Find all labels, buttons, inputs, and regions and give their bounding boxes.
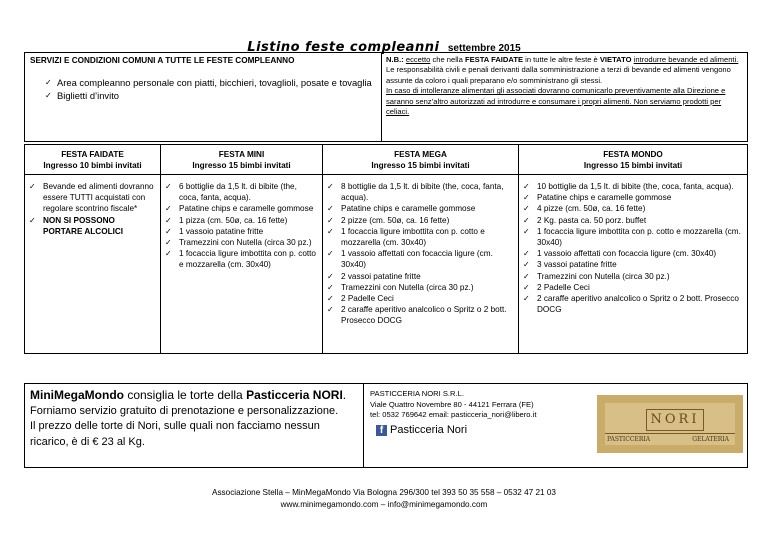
note-text: FESTA FAIDATE bbox=[464, 55, 524, 64]
shop-address: Viale Quattro Novembre 80 - 44121 Ferrara (FE) bbox=[370, 399, 534, 409]
note-paragraph-1 bbox=[386, 55, 743, 65]
party-item: ✓ Patatine chips e caramelle gommose bbox=[165, 203, 318, 214]
note-paragraph-2: Le responsabilità civili e penali derivanti dalla somministrazione a terzi di bevande ed alimenti vengono assunte da coloro i quali preparano e/o somministrano gli stessi. bbox=[386, 65, 731, 85]
facebook-link[interactable] bbox=[376, 424, 467, 436]
logo-word: NORI bbox=[646, 409, 704, 431]
party-item: ✓ 1 vassoio affettati con focaccia ligure (cm. 30x40) bbox=[327, 248, 514, 270]
common-services-list bbox=[25, 76, 381, 102]
promo-line-1 bbox=[30, 388, 358, 404]
facebook-label: Pasticceria Nori bbox=[390, 424, 468, 436]
party-item: ✓ Tramezzini con Nutella (circa 30 pz.) bbox=[327, 282, 514, 293]
party-column-mega bbox=[323, 145, 519, 353]
party-items bbox=[323, 181, 518, 327]
title-main: Listino feste compleanni bbox=[247, 40, 440, 55]
party-item: ✓ 1 vassoio patatine fritte bbox=[165, 226, 318, 237]
shop-company: PASTICCERIA NORI S.R.L. bbox=[370, 389, 464, 398]
common-services-box bbox=[24, 52, 382, 142]
nb-label: N.B.: bbox=[386, 55, 404, 64]
logo-left-text: PASTICCERIA bbox=[607, 436, 651, 443]
party-item: ✓ NON SI POSSONO PORTARE ALCOLICI bbox=[29, 215, 156, 237]
party-subtitle: Ingresso 15 bimbi invitati bbox=[192, 161, 291, 170]
cake-promo-box bbox=[24, 383, 364, 468]
party-items bbox=[519, 181, 747, 315]
promo-text: . bbox=[342, 388, 347, 402]
common-services-header: SERVIZI E CONDIZIONI COMUNI A TUTTE LE FESTE COMPLEANNO bbox=[30, 56, 295, 65]
nori-logo bbox=[597, 395, 743, 453]
promo-shop: Pasticceria NORI bbox=[246, 388, 343, 402]
footer bbox=[0, 487, 768, 511]
promo-line-3: Il prezzo delle torte di Nori, sulle quali non facciamo nessun ricarico, è di € 23 al Kg. bbox=[30, 420, 320, 448]
common-service-item: ✓ Biglietti d’invito bbox=[45, 89, 381, 102]
party-name: FESTA MONDO bbox=[603, 150, 663, 159]
party-item: ✓ 2 Padelle Ceci bbox=[523, 282, 743, 293]
footer-web: www.minimegamondo.com – info@minimegamondo.com bbox=[280, 500, 488, 509]
party-item: ✓ 3 vassoi patatine fritte bbox=[523, 259, 743, 270]
party-column-mondo bbox=[519, 145, 747, 353]
notes-box bbox=[381, 52, 748, 142]
party-name: FESTA MINI bbox=[218, 150, 265, 159]
party-item: ✓ 1 pizza (cm. 50ø, ca. 16 fette) bbox=[165, 215, 318, 226]
logo-divider bbox=[605, 433, 735, 434]
party-name: FESTA MEGA bbox=[394, 150, 447, 159]
shop-info-box bbox=[363, 383, 748, 468]
party-subtitle: Ingresso 10 bimbi invitati bbox=[43, 161, 142, 170]
title-date: settembre 2015 bbox=[447, 43, 521, 54]
party-item: ✓ 1 focaccia ligure imbottita con p. cotto e mozzarella (cm. 30x40) bbox=[165, 248, 318, 270]
note-text: VIETATO bbox=[599, 55, 632, 64]
party-item: ✓ 8 bottiglie da 1,5 lt. di bibite (the, coca, fanta, acqua). bbox=[327, 181, 514, 203]
facebook-icon: f bbox=[376, 425, 387, 436]
party-item: ✓ 10 bottiglie da 1,5 lt. di bibite (the, coca, fanta, acqua). bbox=[523, 181, 743, 192]
logo-panel bbox=[605, 403, 735, 445]
note-text: eccetto bbox=[405, 55, 431, 64]
party-header bbox=[519, 145, 747, 175]
party-item: ✓ 2 Padelle Ceci bbox=[327, 293, 514, 304]
party-items bbox=[161, 181, 322, 271]
logo-right-text: GELATERIA bbox=[692, 436, 729, 443]
party-item: ✓ Bevande ed alimenti dovranno essere TUTTI acquistati con regolare scontrino fiscale* bbox=[29, 181, 156, 215]
party-header bbox=[25, 145, 160, 175]
party-item: ✓ 2 vassoi patatine fritte bbox=[327, 271, 514, 282]
party-item: ✓ Patatine chips e caramelle gommose bbox=[327, 203, 514, 214]
note-text: in tutte le altre feste è bbox=[523, 55, 600, 64]
party-header bbox=[323, 145, 518, 175]
party-packages-table bbox=[24, 144, 748, 354]
party-items bbox=[25, 181, 160, 237]
party-item: ✓ Tramezzini con Nutella (circa 30 pz.) bbox=[523, 271, 743, 282]
common-service-item: ✓ Area compleanno personale con piatti, bicchieri, tovaglioli, posate e tovaglia bbox=[45, 76, 381, 89]
party-item: ✓ 2 caraffe aperitivo analcolico o Spritz o 2 bott. Prosecco DOCG bbox=[327, 304, 514, 326]
footer-address: Associazione Stella – MinMegaMondo Via Bologna 296/300 tel 393 50 35 558 – 0532 47 21 03 bbox=[212, 488, 556, 497]
party-item: ✓ 2 caraffe aperitivo analcolico o Spritz o 2 bott. Prosecco DOCG bbox=[523, 293, 743, 315]
note-text: che nella bbox=[430, 55, 465, 64]
shop-contact: tel: 0532 769642 email: pasticceria_nori@libero.it bbox=[370, 410, 537, 419]
party-column-mini bbox=[161, 145, 323, 353]
party-item: ✓ 2 pizze (cm. 50ø, ca. 16 fette) bbox=[327, 215, 514, 226]
promo-text: consiglia le torte della bbox=[123, 388, 247, 402]
party-item: ✓ 2 Kg. pasta ca. 50 porz. buffet bbox=[523, 215, 743, 226]
party-item: ✓ 4 pizze (cm. 50ø, ca. 16 fette) bbox=[523, 203, 743, 214]
party-subtitle: Ingresso 15 bimbi invitati bbox=[371, 161, 470, 170]
party-item: ✓ Tramezzini con Nutella (circa 30 pz.) bbox=[165, 237, 318, 248]
party-item: ✓ Patatine chips e caramelle gommose bbox=[523, 192, 743, 203]
party-item: ✓ 1 focaccia ligure imbottita con p. cotto e mozzarella (cm. 30x40) bbox=[327, 226, 514, 248]
note-text: introdurre bevande ed alimenti. bbox=[633, 55, 739, 64]
party-subtitle: Ingresso 15 bimbi invitati bbox=[583, 161, 683, 170]
party-item: ✓ 1 focaccia ligure imbottita con p. cotto e mozzarella (cm. 30x40) bbox=[523, 226, 743, 248]
promo-line-2: Forniamo servizio gratuito di prenotazione e personalizzazione. bbox=[30, 404, 339, 417]
party-column-faidate bbox=[25, 145, 161, 353]
promo-brand: MiniMegaMondo bbox=[30, 388, 124, 402]
party-header bbox=[161, 145, 322, 175]
cake-promo-text bbox=[25, 384, 363, 454]
note-paragraph-3: In caso di intolleranze alimentari gli associati dovranno comunicarlo preventivamente alla Direzione e saranno senz’altro autorizzati ad introdurre e consumare i propri alimenti. Non serviamo prodotti per celiaci. bbox=[386, 86, 726, 117]
party-name: FESTA FAIDATE bbox=[61, 150, 124, 159]
party-item: ✓ 1 vassoio affettati con focaccia ligure (cm. 30x40) bbox=[523, 248, 743, 259]
party-item: ✓ 6 bottiglie da 1,5 lt. di bibite (the, coca, fanta, acqua). bbox=[165, 181, 318, 203]
shop-details bbox=[370, 389, 590, 421]
